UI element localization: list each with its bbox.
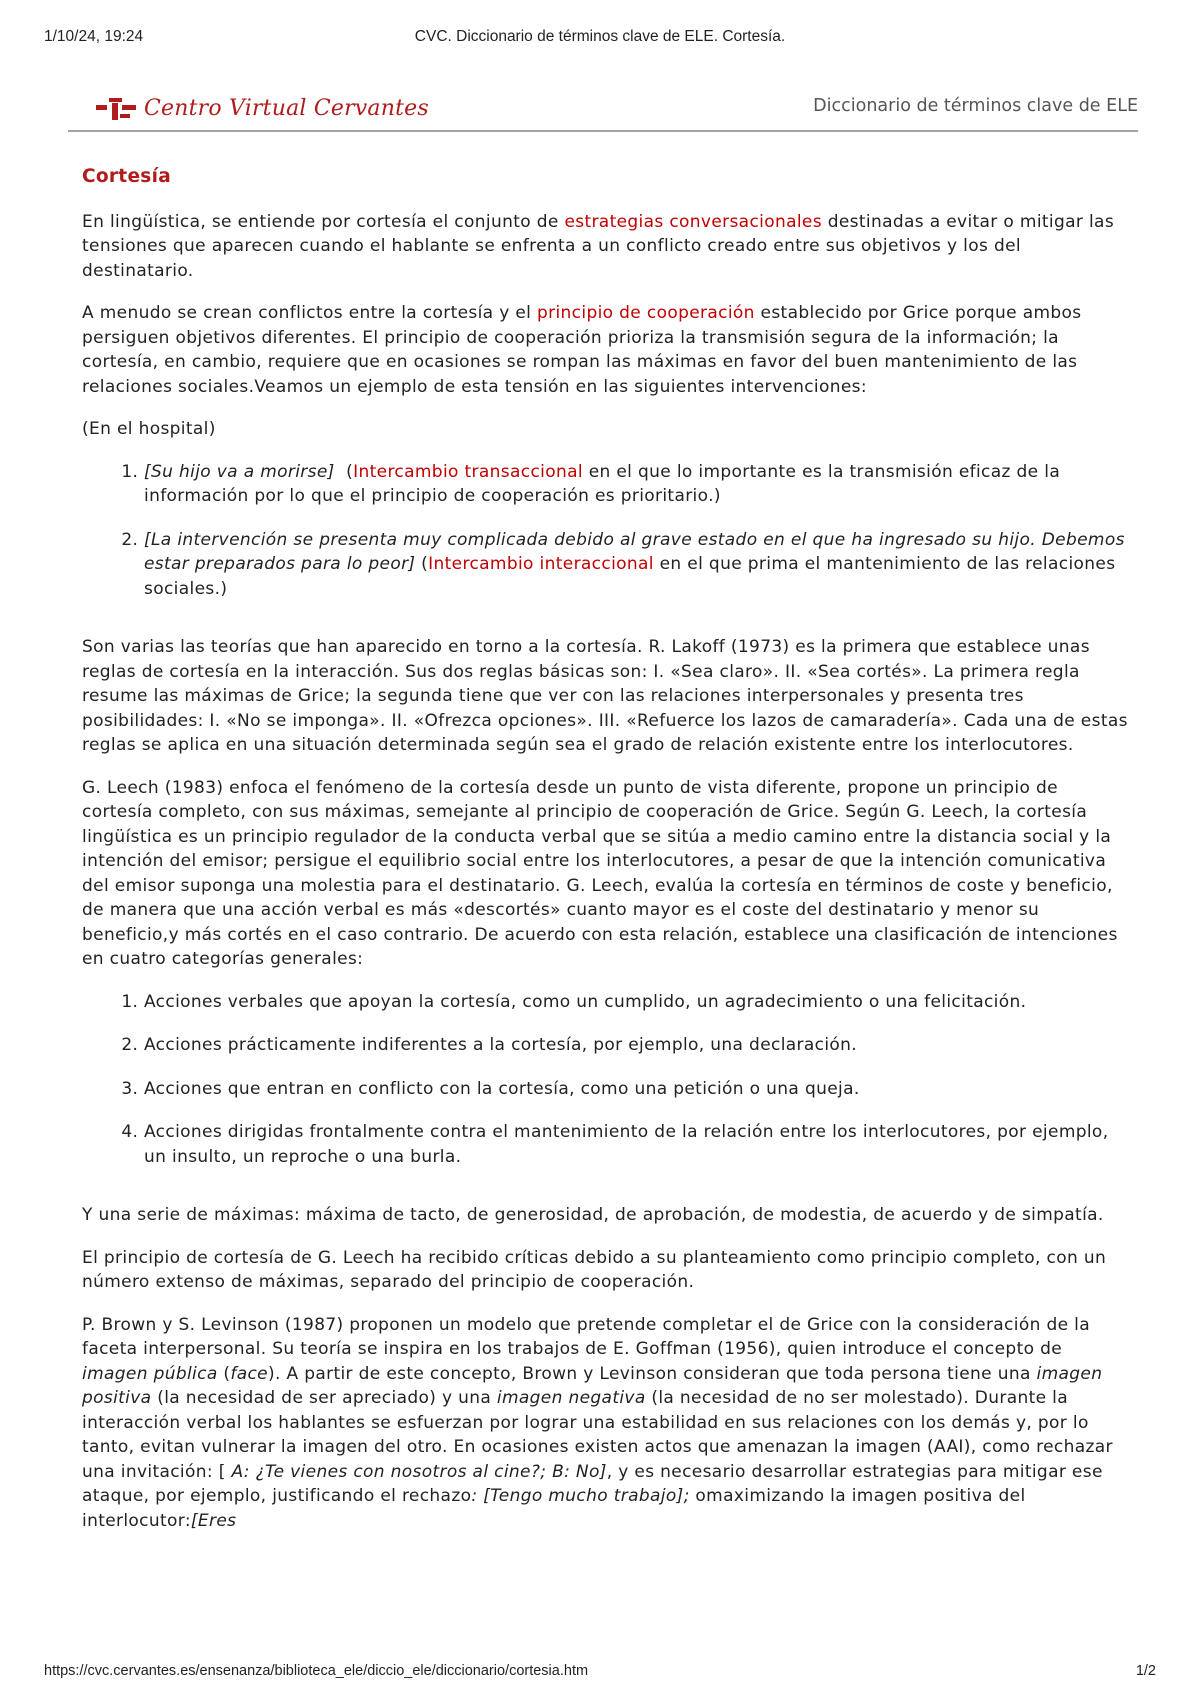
- article: [82, 165, 1130, 1551]
- list-item: 1. [Su hijo va a morirse] (Intercambio transaccional en el que lo importante es la transmisión eficaz de la información por lo que el principio de cooperación es prioritario.): [144, 460, 1130, 509]
- article-title: Cortesía: [82, 166, 172, 187]
- paragraph-6: Y una serie de máximas: máxima de tacto, de generosidad, de aprobación, de modestia, de acuerdo y de simpatía.: [82, 1205, 1104, 1225]
- list-item: 2. [La intervención se presenta muy complicada debido al grave estado en el que ha ingresado su hijo. Debemos estar preparados para lo peor] (Intercambio interaccional en el que prima el mantenimiento de las relaciones sociales.): [144, 528, 1130, 602]
- paragraph-3: (En el hospital): [82, 419, 216, 439]
- list-item: 1. Acciones verbales que apoyan la cortesía, como un cumplido, un agradecimiento o una felicitación.: [144, 990, 1130, 1015]
- page-url[interactable]: https://cvc.cervantes.es/ensenanza/biblioteca_ele/diccio_ele/diccionario/cortesia.htm: [44, 1663, 589, 1679]
- page-number: 1/2: [1135, 1663, 1156, 1679]
- site-header: [68, 88, 1138, 132]
- link-intercambio-interaccional[interactable]: Intercambio interaccional: [428, 554, 654, 574]
- paragraph-4: Son varias las teorías que han aparecido en torno a la cortesía. R. Lakoff (1973) es la primera que establece unas reglas de cortesía en la interacción. Sus dos reglas básicas son: I. «Sea claro». II. «Sea cortés». La primera regla resume las máximas de Grice; la segunda tiene que ver con las relaciones interpersonales y presenta tres posibilidades: I. «No se imponga». II. «Ofrezca opciones». III. «Refuerce los lazos de camaradería». Cada una de estas reglas se aplica en una situación determinada según sea el grado de relación existente entre los interlocutores.: [82, 637, 1128, 755]
- list-item: 3. Acciones que entran en conflicto con la cortesía, como una petición o una queja.: [144, 1077, 1130, 1102]
- print-date: 1/10/24, 19:24: [44, 28, 144, 45]
- print-footer: [0, 1663, 1200, 1685]
- paragraph-1: En lingüística, se entiende por cortesía el conjunto de estrategias conversacionales destinadas a evitar o mitigar las tensiones que aparecen cuando el hablante se enfrenta a un conflicto creado entre sus objetivos y los del destinatario.: [82, 211, 1115, 281]
- link-estrategias-conversacionales[interactable]: estrategias conversacionales: [564, 211, 822, 232]
- link-intercambio-transaccional[interactable]: Intercambio transaccional: [353, 461, 583, 482]
- list-item: 2. Acciones prácticamente indiferentes a la cortesía, por ejemplo, una declaración.: [144, 1033, 1130, 1058]
- cervantes-logo-icon: [96, 95, 136, 121]
- print-document-title: CVC. Diccionario de términos clave de ELE. Cortesía.: [414, 28, 786, 45]
- paragraph-2: A menudo se crean conflictos entre la cortesía y el principio de cooperación establecido por Grice porque ambos persiguen objetivos diferentes. El principio de cooperación prioriza la transmisión segura de la información; la cortesía, en cambio, requiere que en ocasiones se rompan las máximas en favor del buen mantenimiento de las relaciones sociales.Veamos un ejemplo de esta tensión en las siguientes intervenciones:: [82, 303, 1082, 397]
- examples-list: [82, 460, 1130, 602]
- categories-list: [82, 990, 1130, 1170]
- paragraph-8: P. Brown y S. Levinson (1987) proponen un modelo que pretende completar el de Grice con la consideración de la faceta interpersonal. Su teoría se inspira en los trabajos de E. Goffman (1956), quien introduce el concepto de imagen pública (face). A partir de este concepto, Brown y Levinson consideran que toda persona tiene una imagen positiva (la necesidad de ser apreciado) y una imagen negativa (la necesidad de no ser molestado). Durante la interacción verbal los hablantes se esfuerzan por lograr una estabilidad en sus relaciones con los demás y, por lo tanto, evitan vulnerar la imagen del otro. En ocasiones existen actos que amenazan la imagen (AAI), como rechazar una invitación: [ A: ¿Te vienes con nosotros al cine?; B: No], y es necesario desarrollar estrategias para mitigar ese ataque, por ejemplo, justificando el rechazo: [Tengo mucho trabajo]; omaximizando la imagen positiva del interlocutor:[Eres: [82, 1314, 1113, 1531]
- logo-text: Centro Virtual Cervantes: [144, 95, 429, 121]
- paragraph-5: G. Leech (1983) enfoca el fenómeno de la cortesía desde un punto de vista diferente, propone un principio de cortesía completo, con sus máximas, semejante al principio de cooperación de Grice. Según G. Leech, la cortesía lingüística es un principio regulador de la conducta verbal que se sitúa a medio camino entre la distancia social y la intención del emisor; persigue el equilibrio social entre los interlocutores, a pesar de que la intención comunicativa del emisor suponga una molestia para el destinatario. G. Leech, evalúa la cortesía en términos de coste y beneficio, de manera que una acción verbal es más «descortés» cuanto mayor es el coste del destinatario y menor su beneficio,y más cortés en el caso contrario. De acuerdo con esta relación, establece una clasificación de intenciones en cuatro categorías generales:: [82, 777, 1118, 969]
- print-header: [0, 28, 1200, 52]
- paragraph-7: El principio de cortesía de G. Leech ha recibido críticas debido a su planteamiento como principio completo, con un número extenso de máximas, separado del principio de cooperación.: [82, 1247, 1107, 1292]
- link-principio-de-cooperacion[interactable]: principio de cooperación: [537, 303, 755, 323]
- list-item: 4. Acciones dirigidas frontalmente contra el mantenimiento de la relación entre los interlocutores, por ejemplo, un insulto, un reproche o una burla.: [144, 1120, 1130, 1169]
- cvc-logo[interactable]: [96, 92, 429, 124]
- section-title[interactable]: Diccionario de términos clave de ELE: [813, 96, 1138, 116]
